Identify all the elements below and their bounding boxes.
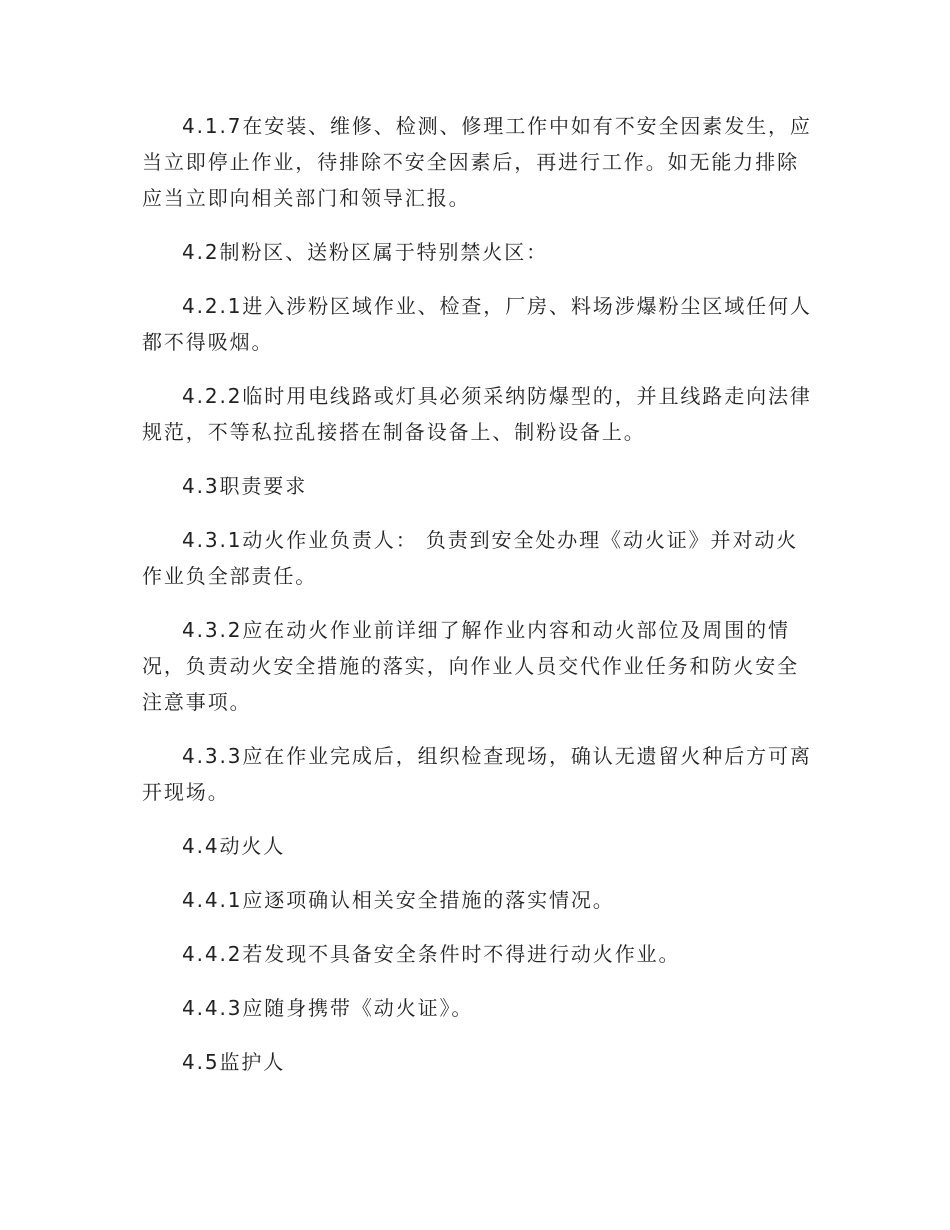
heading-4-5: 4.5监护人 xyxy=(182,1050,286,1074)
heading-4-4: 4.4动火人 xyxy=(182,834,286,858)
paragraph-4-4-3: 4.4.3应随身携带《动火证》。 xyxy=(182,996,474,1020)
heading-4-3: 4.3职责要求 xyxy=(182,474,308,498)
paragraph-4-2-2: 4.2.2临时用电线路或灯具必须采纳防爆型的，并且线路走向法律规范，不等私拉乱接搭在制备设备上、制粉设备上。 xyxy=(142,384,812,444)
paragraph-4-4-1: 4.4.1应逐项确认相关安全措施的落实情况。 xyxy=(182,888,615,912)
paragraph-4-2-1: 4.2.1进入涉粉区域作业、检查，厂房、料场涉爆粉尘区域任何人都不得吸烟。 xyxy=(142,294,812,354)
document-body xyxy=(142,108,812,1098)
paragraph-4-4-2: 4.4.2若发现不具备安全条件时不得进行动火作业。 xyxy=(182,942,681,966)
paragraph-4-3-3: 4.3.3应在作业完成后，组织检查现场，确认无遗留火种后方可离开现场。 xyxy=(142,744,812,804)
paragraph-4-1-7: 4.1.7在安装、维修、检测、修理工作中如有不安全因素发生，应当立即停止作业，待排除不安全因素后，再进行工作。如无能力排除应当立即向相关部门和领导汇报。 xyxy=(142,114,812,210)
paragraph-4-3-2: 4.3.2应在动火作业前详细了解作业内容和动火部位及周围的情况，负责动火安全措施的落实，向作业人员交代作业任务和防火安全注意事项。 xyxy=(142,618,799,714)
paragraph-4-3-1: 4.3.1动火作业负责人： 负责到安全处办理《动火证》并对动火作业负全部责任。 xyxy=(142,528,799,588)
heading-4-2: 4.2制粉区、送粉区属于特别禁火区： xyxy=(182,240,549,264)
